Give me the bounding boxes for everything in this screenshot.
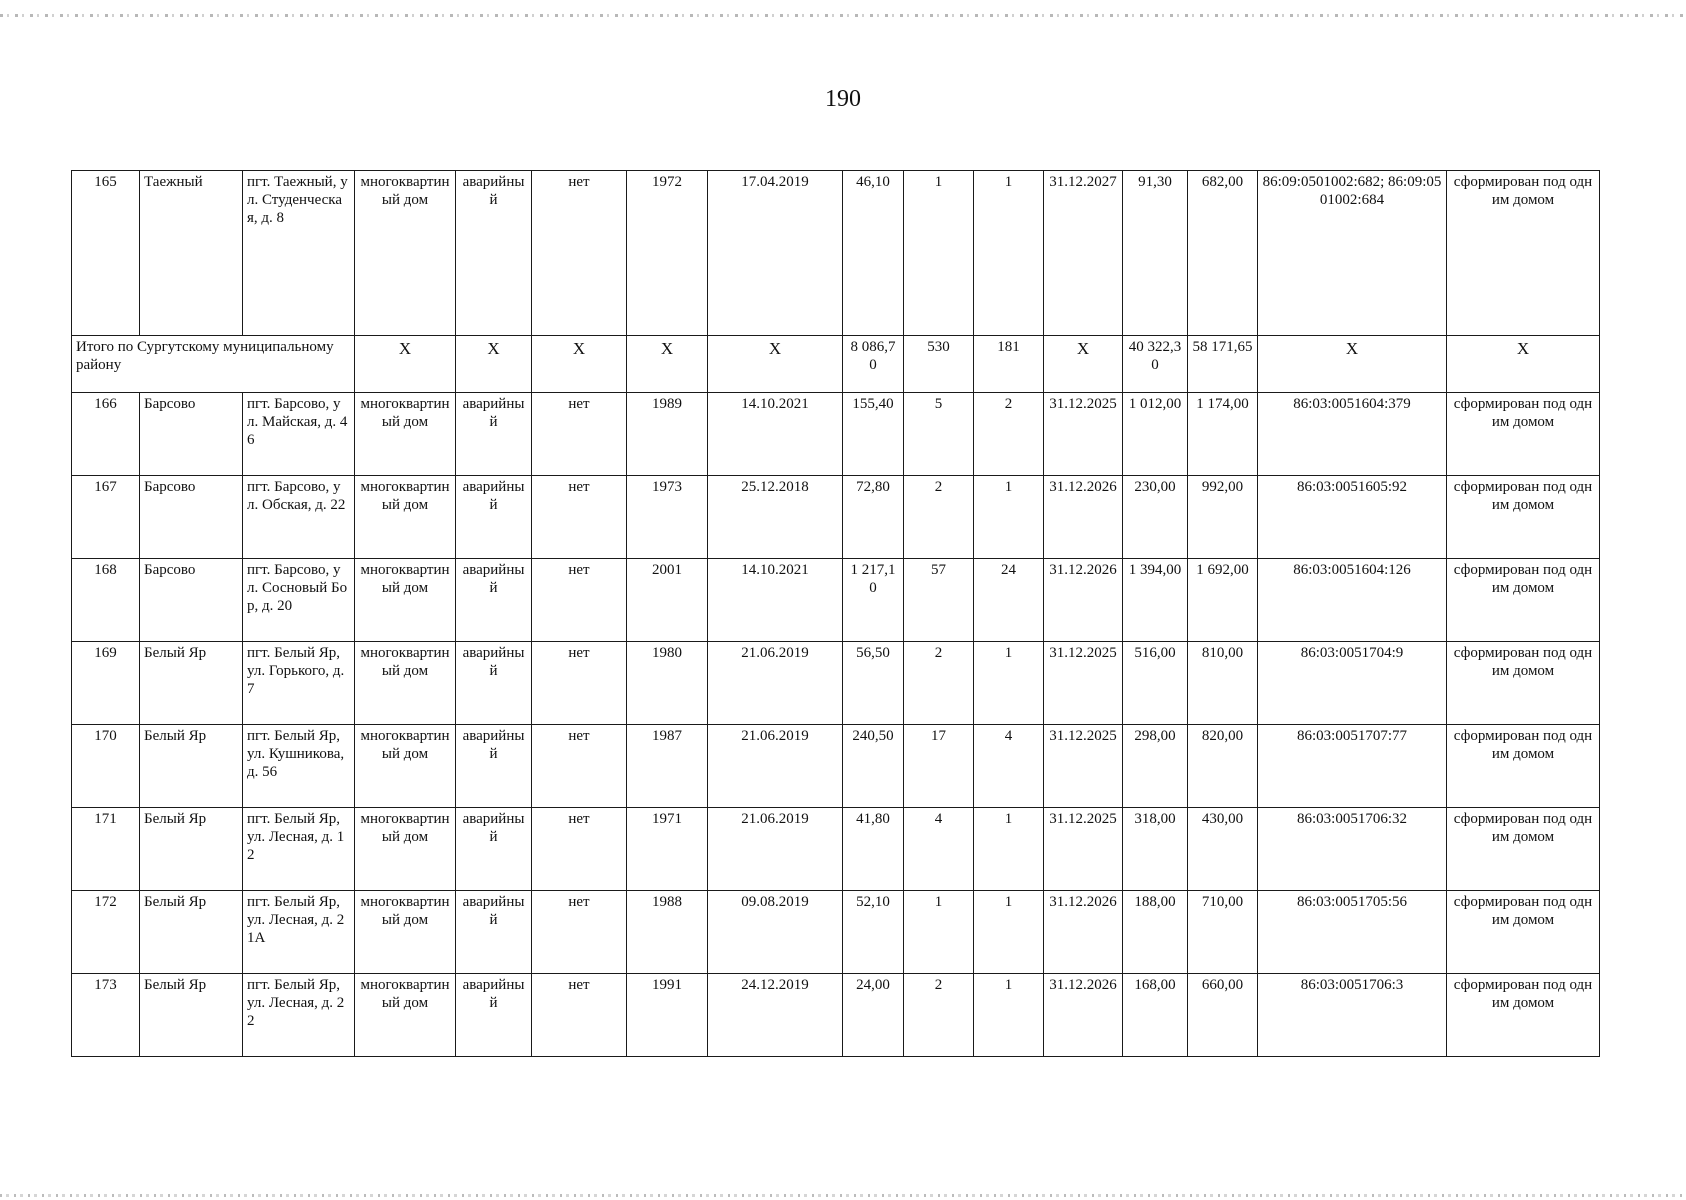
total-cell-x: Х [1044, 336, 1123, 393]
deadline-cell: 31.12.2026 [1044, 476, 1123, 559]
cadastral-cell: 86:03:0051605:92 [1258, 476, 1447, 559]
note-cell: сформирован под одним домом [1447, 171, 1600, 336]
residents-cell: 4 [904, 808, 974, 891]
total-cell-x: Х [627, 336, 708, 393]
sum-cell: 710,00 [1188, 891, 1258, 974]
settlement-cell: Барсово [140, 559, 243, 642]
settlement-cell: Белый Яр [140, 642, 243, 725]
year-cell: 1988 [627, 891, 708, 974]
total-cell-x: Х [708, 336, 843, 393]
residents-cell: 1 [904, 891, 974, 974]
cadastral-cell: 86:03:0051706:32 [1258, 808, 1447, 891]
table-body [72, 171, 1600, 1057]
cadastral-cell: 86:03:0051705:56 [1258, 891, 1447, 974]
deadline-cell: 31.12.2026 [1044, 559, 1123, 642]
total-sum: 58 171,65 [1188, 336, 1258, 393]
row-number-cell: 165 [72, 171, 140, 336]
status-cell: аварийный [456, 974, 532, 1057]
year-cell: 2001 [627, 559, 708, 642]
total-units: 181 [974, 336, 1044, 393]
house-type-cell: многоквартиный дом [355, 171, 456, 336]
note-cell: сформирован под одним домом [1447, 891, 1600, 974]
note-cell: сформирован под одним домом [1447, 808, 1600, 891]
date-cell: 21.06.2019 [708, 725, 843, 808]
area2-cell: 230,00 [1123, 476, 1188, 559]
area-cell: 56,50 [843, 642, 904, 725]
sum-cell: 820,00 [1188, 725, 1258, 808]
flag-cell: нет [532, 891, 627, 974]
area-cell: 72,80 [843, 476, 904, 559]
address-cell: пгт. Белый Яр, ул. Кушникова, д. 56 [243, 725, 355, 808]
year-cell: 1980 [627, 642, 708, 725]
area-cell: 52,10 [843, 891, 904, 974]
residents-cell: 57 [904, 559, 974, 642]
cadastral-cell: 86:03:0051704:9 [1258, 642, 1447, 725]
deadline-cell: 31.12.2027 [1044, 171, 1123, 336]
flag-cell: нет [532, 725, 627, 808]
row-number-cell: 170 [72, 725, 140, 808]
deadline-cell: 31.12.2025 [1044, 725, 1123, 808]
residents-cell: 2 [904, 476, 974, 559]
row-number-cell: 171 [72, 808, 140, 891]
house-type-cell: многоквартиный дом [355, 974, 456, 1057]
sum-cell: 682,00 [1188, 171, 1258, 336]
status-cell: аварийный [456, 808, 532, 891]
date-cell: 24.12.2019 [708, 974, 843, 1057]
scan-edge-bottom [0, 1194, 1686, 1197]
status-cell: аварийный [456, 559, 532, 642]
year-cell: 1987 [627, 725, 708, 808]
date-cell: 09.08.2019 [708, 891, 843, 974]
area2-cell: 298,00 [1123, 725, 1188, 808]
year-cell: 1991 [627, 974, 708, 1057]
sum-cell: 660,00 [1188, 974, 1258, 1057]
residents-cell: 2 [904, 642, 974, 725]
status-cell: аварийный [456, 393, 532, 476]
units-cell: 1 [974, 171, 1044, 336]
address-cell: пгт. Белый Яр, ул. Горького, д. 7 [243, 642, 355, 725]
house-type-cell: многоквартиный дом [355, 393, 456, 476]
deadline-cell: 31.12.2025 [1044, 393, 1123, 476]
flag-cell: нет [532, 642, 627, 725]
deadline-cell: 31.12.2025 [1044, 808, 1123, 891]
units-cell: 1 [974, 476, 1044, 559]
residents-cell: 17 [904, 725, 974, 808]
row-number-cell: 166 [72, 393, 140, 476]
sum-cell: 430,00 [1188, 808, 1258, 891]
area-cell: 46,10 [843, 171, 904, 336]
status-cell: аварийный [456, 725, 532, 808]
total-area: 8 086,70 [843, 336, 904, 393]
settlement-cell: Белый Яр [140, 808, 243, 891]
flag-cell: нет [532, 974, 627, 1057]
residents-cell: 1 [904, 171, 974, 336]
address-cell: пгт. Барсово, ул. Майская, д. 46 [243, 393, 355, 476]
flag-cell: нет [532, 171, 627, 336]
settlement-cell: Белый Яр [140, 725, 243, 808]
table-row [72, 393, 1600, 476]
table-row [72, 476, 1600, 559]
area2-cell: 91,30 [1123, 171, 1188, 336]
row-number-cell: 169 [72, 642, 140, 725]
flag-cell: нет [532, 808, 627, 891]
total-row [72, 336, 1600, 393]
address-cell: пгт. Барсово, ул. Обская, д. 22 [243, 476, 355, 559]
area2-cell: 188,00 [1123, 891, 1188, 974]
units-cell: 4 [974, 725, 1044, 808]
year-cell: 1973 [627, 476, 708, 559]
units-cell: 1 [974, 642, 1044, 725]
address-cell: пгт. Белый Яр, ул. Лесная, д. 21А [243, 891, 355, 974]
deadline-cell: 31.12.2026 [1044, 891, 1123, 974]
date-cell: 14.10.2021 [708, 559, 843, 642]
row-number-cell: 167 [72, 476, 140, 559]
total-cell-x: Х [355, 336, 456, 393]
status-cell: аварийный [456, 642, 532, 725]
residents-cell: 5 [904, 393, 974, 476]
status-cell: аварийный [456, 891, 532, 974]
row-number-cell: 173 [72, 974, 140, 1057]
units-cell: 1 [974, 891, 1044, 974]
housing-register-table [71, 170, 1600, 1057]
address-cell: пгт. Белый Яр, ул. Лесная, д. 22 [243, 974, 355, 1057]
sum-cell: 992,00 [1188, 476, 1258, 559]
house-type-cell: многоквартиный дом [355, 891, 456, 974]
address-cell: пгт. Белый Яр, ул. Лесная, д. 12 [243, 808, 355, 891]
date-cell: 21.06.2019 [708, 808, 843, 891]
table-row [72, 808, 1600, 891]
year-cell: 1971 [627, 808, 708, 891]
note-cell: сформирован под одним домом [1447, 393, 1600, 476]
units-cell: 2 [974, 393, 1044, 476]
note-cell: сформирован под одним домом [1447, 974, 1600, 1057]
area2-cell: 1 012,00 [1123, 393, 1188, 476]
year-cell: 1972 [627, 171, 708, 336]
table-row [72, 974, 1600, 1057]
area-cell: 240,50 [843, 725, 904, 808]
area2-cell: 168,00 [1123, 974, 1188, 1057]
flag-cell: нет [532, 559, 627, 642]
date-cell: 14.10.2021 [708, 393, 843, 476]
total-cell-x: Х [456, 336, 532, 393]
page-number: 190 [825, 86, 861, 112]
deadline-cell: 31.12.2025 [1044, 642, 1123, 725]
note-cell: сформирован под одним домом [1447, 559, 1600, 642]
area-cell: 24,00 [843, 974, 904, 1057]
total-cell-x: Х [1447, 336, 1600, 393]
scan-edge-top [0, 14, 1686, 17]
note-cell: сформирован под одним домом [1447, 725, 1600, 808]
date-cell: 21.06.2019 [708, 642, 843, 725]
note-cell: сформирован под одним домом [1447, 476, 1600, 559]
row-number-cell: 168 [72, 559, 140, 642]
date-cell: 17.04.2019 [708, 171, 843, 336]
table-row [72, 725, 1600, 808]
total-area2: 40 322,30 [1123, 336, 1188, 393]
table-row [72, 559, 1600, 642]
cadastral-cell: 86:03:0051706:3 [1258, 974, 1447, 1057]
house-type-cell: многоквартиный дом [355, 476, 456, 559]
house-type-cell: многоквартиный дом [355, 559, 456, 642]
area2-cell: 318,00 [1123, 808, 1188, 891]
table-row [72, 642, 1600, 725]
settlement-cell: Таежный [140, 171, 243, 336]
total-cell-x: Х [1258, 336, 1447, 393]
year-cell: 1989 [627, 393, 708, 476]
status-cell: аварийный [456, 171, 532, 336]
deadline-cell: 31.12.2026 [1044, 974, 1123, 1057]
flag-cell: нет [532, 476, 627, 559]
status-cell: аварийный [456, 476, 532, 559]
area-cell: 41,80 [843, 808, 904, 891]
date-cell: 25.12.2018 [708, 476, 843, 559]
address-cell: пгт. Таежный, ул. Студенческая, д. 8 [243, 171, 355, 336]
area2-cell: 516,00 [1123, 642, 1188, 725]
sum-cell: 1 174,00 [1188, 393, 1258, 476]
address-cell: пгт. Барсово, ул. Сосновый Бор, д. 20 [243, 559, 355, 642]
cadastral-cell: 86:03:0051604:126 [1258, 559, 1447, 642]
note-cell: сформирован под одним домом [1447, 642, 1600, 725]
sum-cell: 810,00 [1188, 642, 1258, 725]
house-type-cell: многоквартиный дом [355, 642, 456, 725]
total-residents: 530 [904, 336, 974, 393]
sum-cell: 1 692,00 [1188, 559, 1258, 642]
area2-cell: 1 394,00 [1123, 559, 1188, 642]
settlement-cell: Барсово [140, 393, 243, 476]
table-row [72, 891, 1600, 974]
total-label: Итого по Сургутскому муниципальному району [72, 336, 355, 393]
row-number-cell: 172 [72, 891, 140, 974]
flag-cell: нет [532, 393, 627, 476]
area-cell: 155,40 [843, 393, 904, 476]
settlement-cell: Белый Яр [140, 891, 243, 974]
units-cell: 1 [974, 974, 1044, 1057]
units-cell: 1 [974, 808, 1044, 891]
units-cell: 24 [974, 559, 1044, 642]
residents-cell: 2 [904, 974, 974, 1057]
table-row [72, 171, 1600, 336]
cadastral-cell: 86:03:0051707:77 [1258, 725, 1447, 808]
total-cell-x: Х [532, 336, 627, 393]
settlement-cell: Белый Яр [140, 974, 243, 1057]
settlement-cell: Барсово [140, 476, 243, 559]
house-type-cell: многоквартиный дом [355, 725, 456, 808]
cadastral-cell: 86:03:0051604:379 [1258, 393, 1447, 476]
area-cell: 1 217,10 [843, 559, 904, 642]
cadastral-cell: 86:09:0501002:682; 86:09:0501002:684 [1258, 171, 1447, 336]
house-type-cell: многоквартиный дом [355, 808, 456, 891]
